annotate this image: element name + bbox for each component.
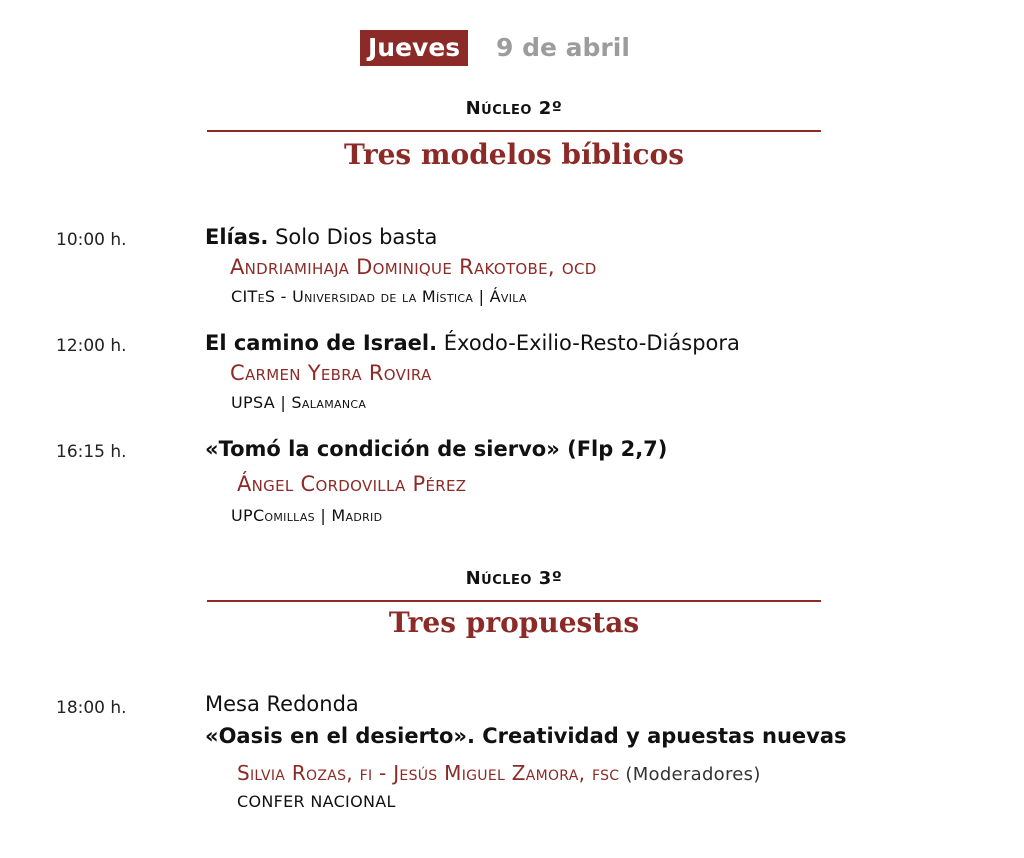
session-1-speaker: Andriamihaja Dominique Rakotobe, ocd: [230, 255, 597, 279]
day-badge: Jueves: [360, 30, 468, 66]
session-4-time: 18:00 h.: [56, 698, 127, 718]
session-4-format: Mesa Redonda: [205, 692, 359, 716]
nucleo-2-label: Núcleo 2º: [465, 98, 563, 119]
session-4-institution: CONFER NACIONAL: [237, 792, 396, 811]
session-2-time: 12:00 h.: [56, 336, 127, 356]
session-3-title: [205, 437, 667, 461]
session-3-title-bold: «Tomó la condición de siervo» (Flp 2,7): [205, 437, 668, 461]
session-2-title-bold: El camino de Israel.: [205, 331, 438, 355]
session-4-title-rest: Creatividad y apuestas nuevas: [474, 724, 847, 748]
session-4-speakers: [237, 761, 761, 785]
nucleo-3-divider: [207, 600, 821, 602]
session-4-role: (Moderadores): [619, 764, 761, 785]
session-4-title-bold: «Oasis en el desierto».: [205, 724, 475, 748]
session-4-title: [205, 724, 847, 748]
nucleo-3-title: Tres propuestas: [388, 606, 640, 639]
session-1-time: 10:00 h.: [56, 230, 127, 250]
session-1-institution: CITeS - Universidad de la Mística | Ávila: [231, 287, 527, 306]
session-1-title-rest: Solo Dios basta: [268, 225, 438, 249]
session-2-title-rest: Éxodo-Exilio-Resto-Diáspora: [437, 331, 740, 355]
nucleo-2-divider: [207, 130, 821, 132]
session-3-time: 16:15 h.: [56, 442, 127, 462]
session-1-title: [205, 225, 437, 249]
nucleo-3-label: Núcleo 3º: [465, 568, 563, 589]
session-4-speaker-names: Silvia Rozas, fi - Jesús Miguel Zamora, fsc: [237, 761, 620, 785]
session-3-institution: UPComillas | Madrid: [231, 506, 383, 525]
session-2-speaker: Carmen Yebra Rovira: [230, 361, 432, 385]
session-2-title: [205, 331, 740, 355]
nucleo-2-title: Tres modelos bíblicos: [344, 138, 684, 171]
session-3-speaker: Ángel Cordovilla Pérez: [237, 472, 467, 496]
session-1-title-bold: Elías.: [205, 225, 269, 249]
session-2-institution: UPSA | Salamanca: [231, 393, 367, 412]
date-label: 9 de abril: [496, 33, 630, 62]
